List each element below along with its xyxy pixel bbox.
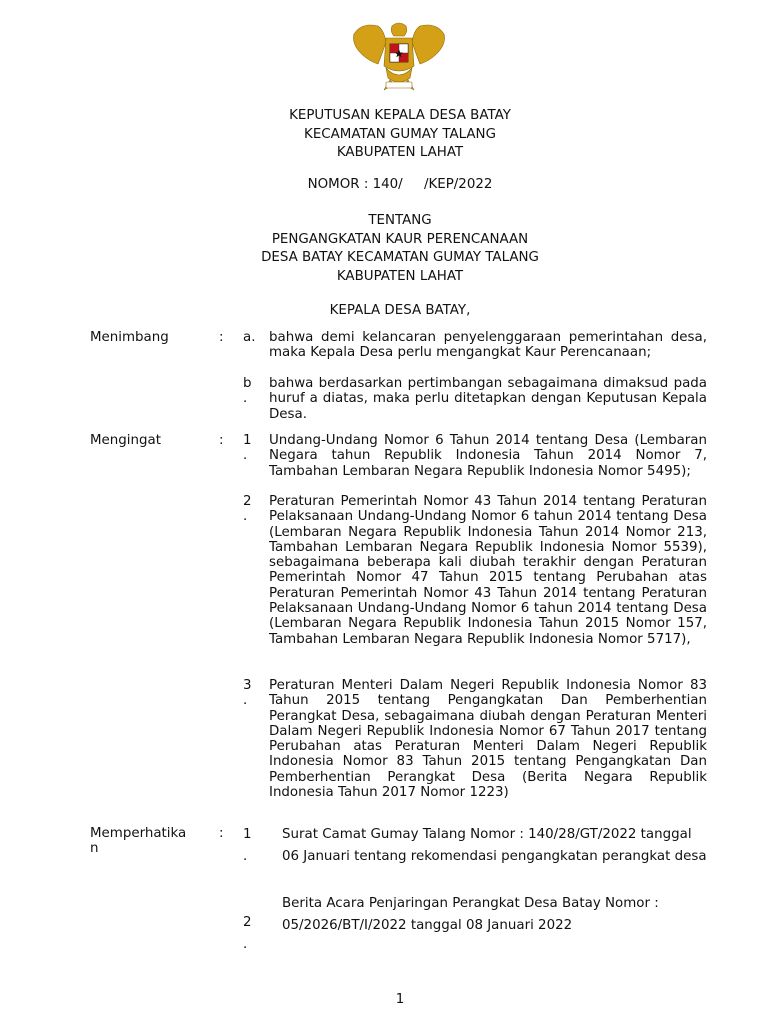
title-line-1: KEPUTUSAN KEPALA DESA BATAY	[289, 108, 511, 123]
mengingat-colon: :	[219, 433, 224, 448]
menimbang-item-b: bahwa berdasarkan pertimbangan sebagaimana dimaksud pada huruf a diatas, maka perlu ditetapkan dengan Keputusan Kepala Desa.	[269, 376, 707, 422]
official-heading: KEPALA DESA BATAY,	[329, 303, 471, 318]
menimbang-colon: :	[219, 330, 224, 345]
mengingat-marker-3: 3 .	[243, 678, 252, 709]
title-line-3: KABUPATEN LAHAT	[336, 145, 464, 160]
subject-line-2: DESA BATAY KECAMATAN GUMAY TALANG	[261, 250, 539, 265]
memperhatikan-marker-2: 2 .	[243, 915, 252, 952]
mengingat-item-2: Peraturan Pemerintah Nomor 43 Tahun 2014 tentang Peraturan Pelaksanaan Undang-Undang Nomor 6 tahun 2014 tentang Desa (Lembaran Negara Republik Indonesia Tahun 2014 Nomor 213, Tambahan Lembaran Negara Republik Indonesia Nomor 5539), sebagaimana beberapa kali diubah terakhir dengan Peraturan Pemerintah Nomor 47 Tahun 2015 tentang Perubahan atas Peraturan Pemerintah Nomor 43 Tahun 2014 tentang Peraturan Pelaksanaan Undang-Undang Nomor 6 tahun 2014 tentang Desa (Lembaran Negara Republik Indonesia Tahun 2015 Nomor 157, Tambahan Lembaran Negara Republik Indonesia Nomor 5717),	[269, 494, 707, 647]
memperhatikan-label: Memperhatika n	[90, 826, 187, 857]
memperhatikan-item-2: Berita Acara Penjaringan Perangkat Desa Batay Nomor : 05/2026/BT/I/2022 tanggal 08 Januari 2022	[282, 896, 659, 933]
tentang-heading: TENTANG	[368, 213, 432, 228]
title-line-2: KECAMATAN GUMAY TALANG	[304, 126, 496, 142]
memperhatikan-colon: :	[219, 826, 224, 841]
memperhatikan-marker-1: 1 .	[243, 827, 252, 864]
page-number: 1	[395, 992, 405, 1007]
subject-line-3: KABUPATEN LAHAT	[336, 268, 464, 284]
menimbang-label: Menimbang	[90, 330, 169, 345]
memperhatikan-item-1: Surat Camat Gumay Talang Nomor : 140/28/GT/2022 tanggal 06 Januari tentang rekomendasi pengangkatan perangkat desa	[282, 827, 707, 864]
menimbang-marker-a: a.	[243, 330, 256, 345]
mengingat-marker-2: 2 .	[243, 494, 252, 525]
garuda-emblem-icon	[348, 20, 450, 92]
subject-line-1: PENGANGKATAN KAUR PERENCANAAN	[271, 231, 529, 247]
mengingat-marker-1: 1 .	[243, 433, 252, 464]
subject-block	[0, 212, 768, 286]
decree-title-block	[0, 107, 768, 163]
mengingat-item-1: Undang-Undang Nomor 6 Tahun 2014 tentang Desa (Lembaran Negara tahun Republik Indonesia Tahun 2014 Nomor 7, Tambahan Lembaran Negara Republik Indonesia Nomor 5495);	[269, 433, 707, 479]
mengingat-label: Mengingat	[90, 433, 161, 448]
menimbang-marker-b: b .	[243, 376, 252, 407]
mengingat-item-3: Peraturan Menteri Dalam Negeri Republik Indonesia Nomor 83 Tahun 2015 tentang Pengangkatan Dan Pemberhentian Perangkat Desa, sebagaimana diubah dengan Peraturan Menteri Dalam Negeri Republik Indonesia Nomor 67 Tahun 2017 tentang Perubahan atas Peraturan Menteri Dalam Negeri Republik Indonesia Nomor 83 Tahun 2015 tentang Pengangkatan Dan Pemberhentian Perangkat Desa (Berita Negara Republik Indonesia Tahun 2017 Nomor 1223)	[269, 678, 707, 801]
decree-number: NOMOR : 140/ /KEP/2022	[307, 177, 493, 192]
menimbang-item-a: bahwa demi kelancaran penyelenggaraan pemerintahan desa, maka Kepala Desa perlu mengangkat Kaur Perencanaan;	[269, 330, 707, 361]
